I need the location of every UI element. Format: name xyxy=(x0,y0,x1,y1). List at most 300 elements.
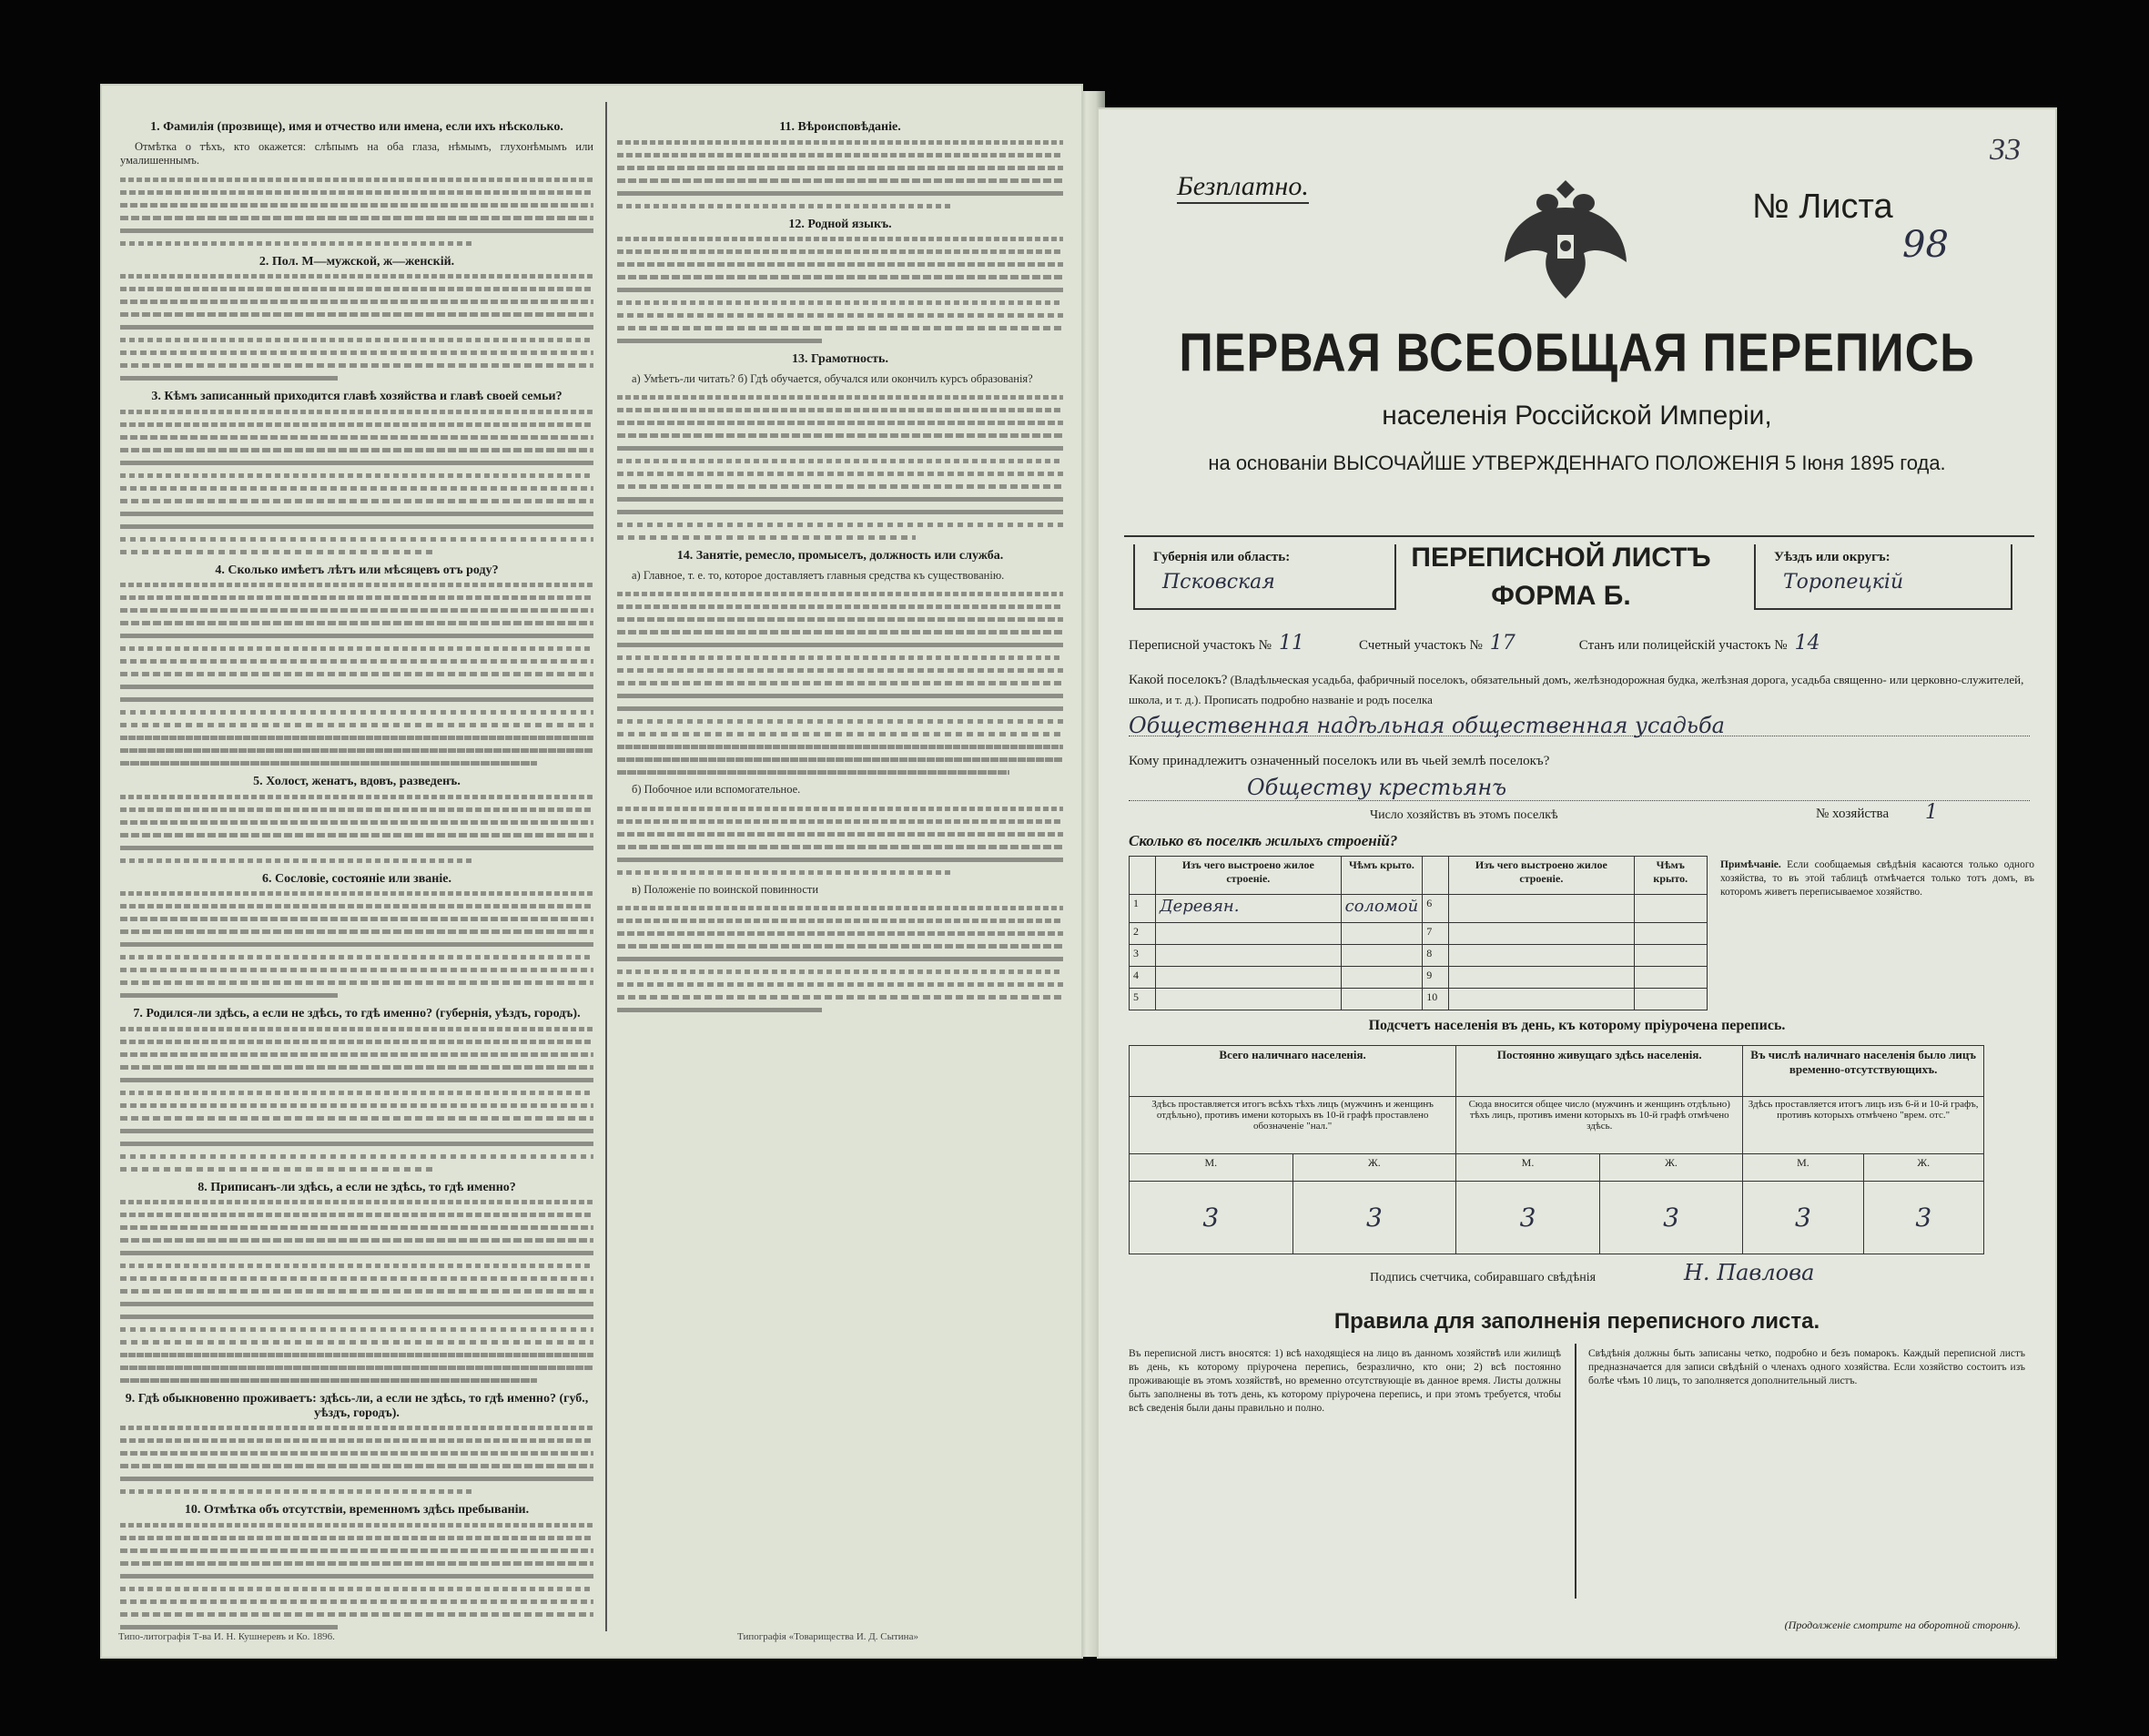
small-print-block xyxy=(120,795,593,863)
stan-value: 14 xyxy=(1794,632,1820,655)
rules-column-2: Свѣдѣнія должны быть записаны четко, подробно и безъ помарокъ. Каждый переписной листъ предназначается для записи свѣдѣній о членахъ одного хозяйства. Если хозяйство состоитъ изъ болѣе чѣмъ 10 лицъ, то заполняется дополнительный листъ. xyxy=(1588,1348,2025,1386)
instruction-heading: 8. Приписанъ-ли здѣсь, а если не здѣсь, то гдѣ именно? xyxy=(198,1180,516,1194)
small-print-line xyxy=(120,1353,593,1357)
small-print-line xyxy=(617,592,1063,596)
row-number: 1 xyxy=(1130,894,1156,922)
small-print-line xyxy=(120,858,475,863)
small-print-line xyxy=(617,484,1063,489)
note-text: Если сообщаемыя свѣдѣнія касаются только одного хозяйства, то въ этой таблицѣ отмѣчается только тотъ домъ, въ которомъ живетъ переписываемое хозяйство. xyxy=(1720,859,2035,898)
small-print-line xyxy=(120,1612,593,1617)
small-print-line xyxy=(120,1142,593,1146)
small-print-line xyxy=(120,621,593,625)
small-print-line xyxy=(120,1302,593,1306)
population-count-table xyxy=(1129,1045,1984,1254)
building-material xyxy=(1449,989,1634,1010)
small-print-line xyxy=(617,178,1063,183)
small-print-line xyxy=(120,1091,593,1095)
small-print-line xyxy=(120,761,537,766)
count-mf-label: Ж. xyxy=(1292,1153,1456,1181)
small-print-line xyxy=(617,326,1063,330)
small-print-line xyxy=(617,313,1063,318)
small-print-line xyxy=(120,1129,593,1133)
small-print-line xyxy=(617,643,1063,647)
small-print-line xyxy=(617,604,1063,609)
building-material xyxy=(1449,894,1634,922)
small-print-line xyxy=(120,1027,593,1031)
small-print-line xyxy=(120,1116,593,1121)
small-print-block xyxy=(120,178,593,246)
instruction-text: в) Положеніе по воинской повинности xyxy=(632,882,819,896)
small-print-line xyxy=(120,1574,593,1579)
small-print-line xyxy=(120,1561,593,1566)
small-print-line xyxy=(120,968,593,972)
small-print-line xyxy=(120,833,593,838)
small-print-line xyxy=(120,1523,593,1528)
uezd-value: Торопецкій xyxy=(1783,571,1904,594)
small-print-line xyxy=(120,891,593,896)
small-print-line xyxy=(120,178,593,182)
small-print-line xyxy=(617,288,1063,292)
small-print-line xyxy=(120,1489,475,1494)
small-print-line xyxy=(120,363,593,368)
small-print-line xyxy=(120,1213,593,1217)
small-print-line xyxy=(120,1052,593,1057)
perepisnoy-label: Переписной участокъ № xyxy=(1129,638,1272,653)
small-print-line xyxy=(120,748,593,753)
imperial-eagle-emblem xyxy=(1497,162,1634,308)
form-title: ПЕРЕПИСНОЙ ЛИСТЪ xyxy=(1411,543,1711,573)
small-print-line xyxy=(120,1251,593,1255)
small-print-line xyxy=(120,1264,593,1268)
small-print-line xyxy=(120,287,593,291)
form-name: ФОРМА Б. xyxy=(1491,581,1631,611)
small-print-line xyxy=(120,537,593,542)
building-material: Деревян. xyxy=(1156,894,1342,922)
small-print-line xyxy=(120,410,593,414)
small-print-line xyxy=(120,241,475,246)
buildings-col-roof-2: Чѣмъ крыто. xyxy=(1634,857,1707,895)
small-print-line xyxy=(120,1276,593,1281)
small-print-line xyxy=(120,685,593,689)
row-number: 2 xyxy=(1130,923,1156,945)
instruction-heading: 11. Вѣроисповѣданіе. xyxy=(779,120,901,134)
small-print-line xyxy=(120,807,593,812)
instructions-column-1 xyxy=(120,111,593,1638)
small-print-line xyxy=(120,190,593,195)
instruction-heading: 13. Грамотность. xyxy=(792,352,888,366)
count-header-present: Всего наличнаго населенія. xyxy=(1130,1046,1456,1097)
census-basis: на основаніи ВЫСОЧАЙШЕ УТВЕРЖДЕННАГО ПОЛОЖЕНІЯ 5 Іюня 1895 года. xyxy=(1208,452,1946,474)
rules-divider xyxy=(1575,1344,1576,1599)
small-print-line xyxy=(617,446,1063,451)
printer-footer-left: Типо-литографія Т-ва И. Н. Кушнеревъ и Ко. 1896. xyxy=(118,1631,335,1642)
small-print-line xyxy=(617,421,1063,425)
small-print-line xyxy=(120,473,593,478)
building-material xyxy=(1449,923,1634,945)
small-print-line xyxy=(120,1078,593,1082)
small-print-block xyxy=(617,140,1063,208)
row-number: 3 xyxy=(1130,945,1156,967)
buildings-table xyxy=(1129,856,1708,1010)
small-print-line xyxy=(120,216,593,220)
rules-continue-note: (Продолженіе смотрите на оборотной сторонѣ). xyxy=(1784,1619,2021,1631)
guberniya-label: Губернія или область: xyxy=(1153,550,1291,564)
small-print-line xyxy=(120,980,593,985)
signature-value: Н. Павлова xyxy=(1684,1260,1815,1285)
buildings-col-num-2 xyxy=(1423,857,1449,895)
instruction-heading: 4. Сколько имѣетъ лѣтъ или мѣсяцевъ отъ роду? xyxy=(215,563,499,577)
small-print-line xyxy=(617,153,1063,157)
instruction-heading: 14. Занятіе, ремесло, промыселъ, должность или служба. xyxy=(676,549,1004,563)
guberniya-value: Псковская xyxy=(1162,571,1275,594)
small-print-line xyxy=(120,710,593,715)
small-print-line xyxy=(120,1154,593,1159)
small-print-block xyxy=(120,1426,593,1494)
small-print-line xyxy=(120,929,593,934)
table-row xyxy=(1130,945,1708,967)
small-print-line xyxy=(120,1315,593,1319)
small-print-line xyxy=(120,422,593,427)
row-number: 10 xyxy=(1423,989,1449,1010)
small-print-line xyxy=(617,770,1009,775)
row-number: 8 xyxy=(1423,945,1449,967)
settlement-block xyxy=(1129,670,2030,736)
instruction-text: Отмѣтка о тѣхъ, кто окажется: слѣпымъ на оба глаза, нѣмымъ, глухонѣмымъ или умалишеннымъ. xyxy=(120,139,593,167)
sheet-number-label: № Листа xyxy=(1752,188,1893,226)
small-print-line xyxy=(120,512,593,516)
small-print-line xyxy=(617,832,1063,837)
small-print-line xyxy=(617,395,1063,400)
small-print-line xyxy=(617,472,1063,476)
row-number: 5 xyxy=(1130,989,1156,1010)
small-print-line xyxy=(617,745,1063,749)
uezd-box xyxy=(1754,544,2012,610)
buildings-label: Сколько въ поселкѣ жилыхъ строеній? xyxy=(1129,832,1398,849)
building-roof: соломой xyxy=(1341,894,1423,922)
printer-footer-right: Типографія «Товарищества И. Д. Сытина» xyxy=(737,1631,918,1642)
small-print-line xyxy=(120,1464,593,1468)
small-print-line xyxy=(120,350,593,355)
count-value: 3 xyxy=(1743,1182,1863,1254)
small-print-line xyxy=(120,1040,593,1044)
small-print-line xyxy=(617,906,1063,910)
uezd-label: Уѣздъ или округъ: xyxy=(1774,550,1891,564)
small-print-line xyxy=(120,524,593,529)
small-print-line xyxy=(617,630,1063,635)
small-print-line xyxy=(120,1200,593,1204)
small-print-line xyxy=(120,608,593,613)
small-print-line xyxy=(120,1536,593,1540)
census-subtitle: населенія Россійской Имперіи, xyxy=(1382,401,1772,431)
corner-number: 33 xyxy=(1990,133,2021,167)
owner-block xyxy=(1129,754,2030,801)
building-material xyxy=(1156,989,1342,1010)
count-desc-present: Здѣсь проставляется итогъ всѣхъ тѣхъ лицъ (мужчинъ и женщинъ отдѣльно), противъ имени которыхъ въ 10-й графѣ проставлено обозначеніе "нал." xyxy=(1130,1097,1456,1153)
small-print-line xyxy=(120,1065,593,1070)
building-roof xyxy=(1634,967,1707,989)
small-print-line xyxy=(120,448,593,452)
stan-label: Станъ или полицейскій участокъ № xyxy=(1578,638,1788,653)
small-print-line xyxy=(617,919,1063,923)
small-print-block xyxy=(617,237,1063,343)
small-print-line xyxy=(120,1451,593,1456)
small-print-line xyxy=(120,1625,338,1629)
small-print-line xyxy=(617,510,1063,514)
small-print-line xyxy=(120,1548,593,1553)
guberniya-box xyxy=(1133,544,1396,610)
instruction-text: а) Умѣетъ-ли читать? б) Гдѣ обучается, обучался или окончилъ курсъ образованія? xyxy=(632,371,1033,385)
small-print-line xyxy=(120,942,593,947)
small-print-line xyxy=(617,140,1063,145)
building-roof xyxy=(1634,894,1707,922)
settlement-label: Какой поселокъ? xyxy=(1129,673,1228,687)
small-print-line xyxy=(120,1477,593,1481)
owner-label: Кому принадлежитъ означенный поселокъ или въ чьей землѣ поселокъ? xyxy=(1129,754,1550,768)
instruction-heading: 6. Сословіе, состояніе или званіе. xyxy=(262,871,451,886)
sheet-number-value: 98 xyxy=(1902,224,1949,266)
small-print-line xyxy=(617,300,1063,305)
schetny-value: 17 xyxy=(1489,632,1515,655)
small-print-line xyxy=(120,1327,593,1332)
small-print-block xyxy=(617,395,1063,540)
households-label: Число хозяйствъ въ этомъ поселкѣ xyxy=(1370,808,1558,822)
table-row xyxy=(1130,923,1708,945)
small-print-line xyxy=(617,944,1063,949)
small-print-block xyxy=(120,410,593,554)
count-value: 3 xyxy=(1456,1182,1600,1254)
small-print-line xyxy=(617,732,1063,736)
row-number: 4 xyxy=(1130,967,1156,989)
small-print-line xyxy=(120,1599,593,1604)
small-print-line xyxy=(617,982,1063,987)
small-print-line xyxy=(617,191,1063,196)
settlement-hint: (Владѣльческая усадьба, фабричный поселокъ, обязательный домъ, желѣзнодорожная будка, желѣзная дорога, усадьба священно- или церковно-служителей, школа, и т. д.). Прописать подробно названіе и родъ поселка xyxy=(1129,673,2024,706)
small-print-line xyxy=(617,204,952,208)
instruction-heading: 2. Пол. М—мужской, ж—женскій. xyxy=(258,254,455,269)
small-print-line xyxy=(120,846,593,850)
small-print-line xyxy=(120,1225,593,1230)
small-print-line xyxy=(120,646,593,651)
free-label: Безплатно. xyxy=(1177,171,1309,204)
building-roof xyxy=(1341,923,1423,945)
building-roof xyxy=(1634,923,1707,945)
buildings-note xyxy=(1720,858,2034,899)
table-row xyxy=(1130,967,1708,989)
rules-title: Правила для заполненія переписного листа. xyxy=(1333,1309,1820,1334)
small-print-line xyxy=(120,338,593,342)
small-print-line xyxy=(120,376,338,381)
small-print-line xyxy=(120,917,593,921)
small-print-line xyxy=(617,970,1063,974)
row-number: 7 xyxy=(1423,923,1449,945)
buildings-col-roof-1: Чѣмъ крыто. xyxy=(1341,857,1423,895)
small-print-line xyxy=(617,957,1063,961)
small-print-line xyxy=(617,706,1063,711)
small-print-line xyxy=(120,697,593,702)
instruction-text: а) Главное, т. е. то, которое доставляетъ главныя средства къ существованію. xyxy=(632,568,1005,582)
small-print-line xyxy=(617,237,1063,241)
small-print-line xyxy=(120,993,338,998)
count-title: Подсчетъ населенія въ день, къ которому пріурочена перепись. xyxy=(1368,1018,1786,1033)
small-print-line xyxy=(120,736,593,740)
small-print-block xyxy=(120,1027,593,1172)
small-print-line xyxy=(617,819,1063,824)
count-value: 3 xyxy=(1292,1182,1456,1254)
small-print-line xyxy=(120,274,593,279)
small-print-line xyxy=(617,249,1063,254)
building-material xyxy=(1156,923,1342,945)
district-line xyxy=(1129,632,2030,655)
small-print-line xyxy=(120,1103,593,1108)
small-print-line xyxy=(617,339,822,343)
small-print-line xyxy=(120,228,593,233)
instruction-heading: 9. Гдѣ обыкновенно проживаетъ: здѣсь-ли, а если не здѣсь, то гдѣ именно? (губ., уѣздъ, городъ). xyxy=(125,1392,589,1420)
small-print-line xyxy=(617,655,1063,660)
small-print-line xyxy=(120,672,593,676)
rules-column-1: Въ переписной листъ вносятся: 1) всѣ находящіеся на лицо въ данномъ хозяйствѣ или жилищѣ въ день, къ которому пріурочена перепись, безразлично, кто они; 2) всѣ постоянно проживающіе въ этомъ хозяйствѣ, но временно отсутствующіе въ данное время. Листы должны быть заполнены въ тотъ день, къ которому пріурочена перепись, и при этомъ требуется, чтобы всѣ сведенія были даны правильно и полно. xyxy=(1129,1348,1561,1414)
census-title: ПЕРВАЯ ВСЕОБЩАЯ ПЕРЕПИСЬ xyxy=(1179,322,1975,384)
small-print-line xyxy=(617,1008,822,1012)
small-print-line xyxy=(120,955,593,959)
building-material xyxy=(1449,945,1634,967)
instruction-heading: 12. Родной языкъ. xyxy=(788,217,892,231)
count-header-permanent: Постоянно живущаго здѣсь населенія. xyxy=(1456,1046,1743,1097)
schetny-label: Счетный участокъ № xyxy=(1359,638,1483,653)
household-no-value: 1 xyxy=(1925,801,1938,824)
count-header-absent: Въ числѣ наличнаго населенія было лицъ временно-отсутствующихъ. xyxy=(1743,1046,1984,1097)
count-mf-label: М. xyxy=(1456,1153,1600,1181)
instruction-heading: 1. Фамилія (прозвище), имя и отчество или имена, если ихъ нѣсколько. xyxy=(150,120,563,134)
count-mf-label: М. xyxy=(1743,1153,1863,1181)
small-print-line xyxy=(120,634,593,638)
count-value: 3 xyxy=(1599,1182,1743,1254)
small-print-block xyxy=(120,583,593,766)
small-print-line xyxy=(617,535,916,540)
column-divider xyxy=(605,102,607,1631)
row-number: 6 xyxy=(1423,894,1449,922)
small-print-block xyxy=(120,1523,593,1629)
small-print-line xyxy=(617,275,1063,279)
instructions-column-2 xyxy=(617,111,1063,1020)
count-value: 3 xyxy=(1863,1182,1983,1254)
small-print-line xyxy=(120,795,593,799)
small-print-block xyxy=(120,1200,593,1383)
small-print-line xyxy=(617,433,1063,438)
small-print-line xyxy=(617,617,1063,622)
small-print-line xyxy=(120,583,593,587)
buildings-col-num xyxy=(1130,857,1156,895)
small-print-line xyxy=(120,486,593,491)
small-print-line xyxy=(617,931,1063,936)
building-roof xyxy=(1341,967,1423,989)
signature-label: Подпись счетчика, собиравшаго свѣдѣнія xyxy=(1370,1271,1597,1284)
settlement-value: Общественная надѣльная общественная усадьба xyxy=(1129,716,2030,736)
small-print-line xyxy=(120,659,593,664)
small-print-line xyxy=(120,904,593,909)
small-print-line xyxy=(120,1365,593,1370)
small-print-block xyxy=(120,891,593,998)
count-mf-label: Ж. xyxy=(1863,1153,1983,1181)
note-title: Примѣчаніе. xyxy=(1720,859,1781,870)
perepisnoy-value: 11 xyxy=(1279,632,1304,655)
left-page-instructions xyxy=(100,84,1083,1659)
count-mf-label: М. xyxy=(1130,1153,1293,1181)
small-print-line xyxy=(120,595,593,600)
small-print-line xyxy=(617,807,1063,811)
building-material xyxy=(1156,967,1342,989)
small-print-line xyxy=(617,166,1063,170)
building-roof xyxy=(1341,989,1423,1010)
small-print-line xyxy=(120,461,593,465)
instruction-heading: 10. Отмѣтка объ отсутствіи, временномъ здѣсь пребываніи. xyxy=(184,1503,530,1517)
small-print-line xyxy=(120,1167,437,1172)
buildings-col-material-1: Изъ чего выстроено жилое строеніе. xyxy=(1156,857,1342,895)
count-mf-label: Ж. xyxy=(1599,1153,1743,1181)
buildings-col-material-2: Изъ чего выстроено жилое строеніе. xyxy=(1449,857,1634,895)
count-desc-permanent: Сюда вносится общее число (мужчинъ и женщинъ отдѣльно) тѣхъ лицъ, противъ имени которыхъ въ 10-й графѣ отмѣчено здѣсь. xyxy=(1456,1097,1743,1153)
small-print-block xyxy=(120,274,593,381)
count-desc-absent: Здѣсь проставляется итогъ лицъ изъ 6-й и 10-й графъ, противъ которыхъ отмѣчено "врем. отс." xyxy=(1743,1097,1984,1153)
instruction-text: б) Побочное или вспомогательное. xyxy=(632,783,801,796)
small-print-block xyxy=(617,807,1063,875)
small-print-line xyxy=(120,499,593,503)
small-print-block xyxy=(617,592,1063,775)
header-rule xyxy=(1124,535,2034,537)
small-print-block xyxy=(617,906,1063,1012)
small-print-line xyxy=(120,723,593,727)
small-print-line xyxy=(617,995,1063,1000)
small-print-line xyxy=(120,1438,593,1443)
small-print-line xyxy=(120,1426,593,1430)
small-print-line xyxy=(120,1340,593,1345)
small-print-line xyxy=(120,312,593,317)
small-print-line xyxy=(617,497,1063,502)
small-print-line xyxy=(617,694,1063,698)
owner-value: Обществу крестьянъ xyxy=(1129,775,2030,801)
row-number: 9 xyxy=(1423,967,1449,989)
instruction-heading: 7. Родился-ли здѣсь, а если не здѣсь, то гдѣ именно? (губернія, уѣздъ, городъ). xyxy=(133,1007,581,1020)
small-print-line xyxy=(617,668,1063,673)
instruction-heading: 3. Кѣмъ записанный приходится главѣ хозяйства и главѣ своей семьи? xyxy=(151,390,563,403)
instruction-heading: 5. Холост, женатъ, вдовъ, разведенъ. xyxy=(253,775,461,788)
count-value: 3 xyxy=(1130,1182,1293,1254)
building-roof xyxy=(1341,945,1423,967)
building-roof xyxy=(1634,945,1707,967)
small-print-line xyxy=(120,820,593,825)
small-print-line xyxy=(617,858,1063,862)
small-print-line xyxy=(617,459,1063,463)
small-print-line xyxy=(120,203,593,208)
table-row xyxy=(1130,989,1708,1010)
small-print-line xyxy=(617,523,1063,527)
small-print-line xyxy=(120,325,593,330)
small-print-line xyxy=(120,1289,593,1294)
small-print-line xyxy=(617,757,1063,762)
household-no-label: № хозяйства xyxy=(1816,807,1890,821)
small-print-line xyxy=(617,719,1063,724)
small-print-line xyxy=(120,1587,593,1591)
table-row xyxy=(1130,894,1708,922)
small-print-line xyxy=(617,845,1063,849)
right-page-census-form xyxy=(1097,107,2057,1659)
small-print-line xyxy=(617,681,1063,685)
small-print-line xyxy=(120,550,437,554)
building-material xyxy=(1449,967,1634,989)
small-print-line xyxy=(120,1238,593,1243)
small-print-line xyxy=(617,262,1063,267)
building-material xyxy=(1156,945,1342,967)
small-print-line xyxy=(120,1378,537,1383)
